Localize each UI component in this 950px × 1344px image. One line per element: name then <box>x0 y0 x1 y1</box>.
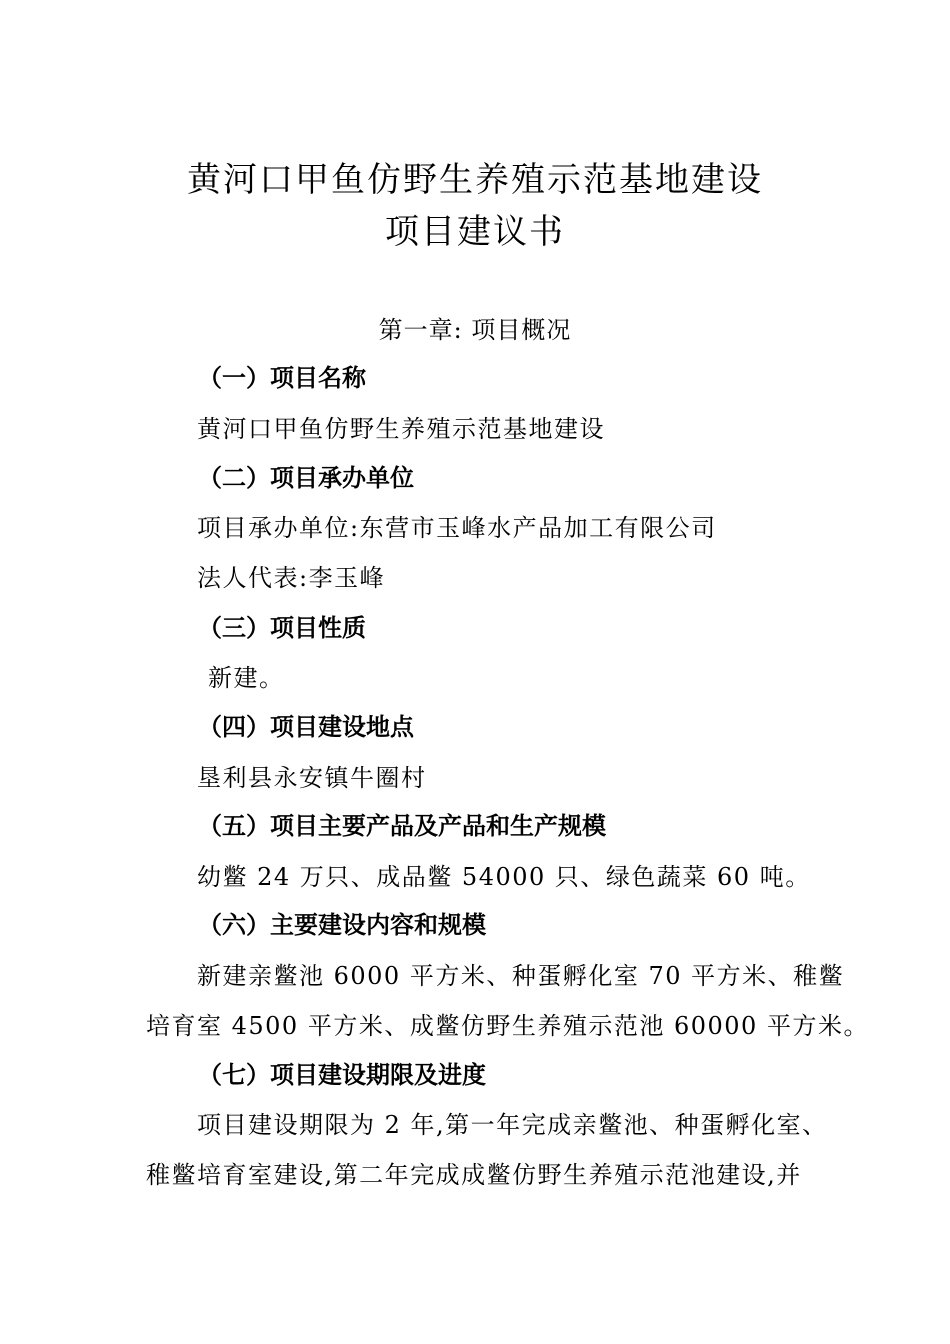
section-7-line-1: 项目建设期限为 2 年,第一年完成亲鳖池、种蛋孵化室、 <box>197 1111 828 1139</box>
section-2-line-1: 项目承办单位:东营市玉峰水产品加工有限公司 <box>197 514 717 542</box>
section-3-line-1: 新建。 <box>208 664 285 692</box>
section-heading-4: （四）项目建设地点 <box>198 712 414 741</box>
section-6-line-2: 培育室 4500 平方米、成鳖仿野生养殖示范池 60000 平方米。 <box>146 1012 869 1040</box>
section-heading-1: （一）项目名称 <box>198 363 366 392</box>
section-4-line-1: 垦利县永安镇牛圈村 <box>197 764 427 792</box>
document-title-line-1: 黄河口甲鱼仿野生养殖示范基地建设 <box>187 160 763 200</box>
document-title-line-2: 项目建议书 <box>385 212 565 252</box>
section-heading-3: （三）项目性质 <box>198 613 366 642</box>
section-heading-2: （二）项目承办单位 <box>198 463 414 492</box>
section-heading-7: （七）项目建设期限及进度 <box>198 1060 486 1089</box>
section-5-line-1: 幼鳖 24 万只、成品鳖 54000 只、绿色蔬菜 60 吨。 <box>197 863 811 891</box>
section-1-line-1: 黄河口甲鱼仿野生养殖示范基地建设 <box>197 415 605 443</box>
section-heading-5: （五）项目主要产品及产品和生产规模 <box>198 811 606 840</box>
chapter-title: 第一章: 项目概况 <box>378 316 572 344</box>
section-heading-6: （六）主要建设内容和规模 <box>198 910 486 939</box>
section-2-line-2: 法人代表:李玉峰 <box>197 564 386 592</box>
section-7-line-2: 稚鳖培育室建设,第二年完成成鳖仿野生养殖示范池建设,并 <box>146 1161 802 1189</box>
section-6-line-1: 新建亲鳖池 6000 平方米、种蛋孵化室 70 平方米、稚鳖 <box>197 962 845 990</box>
